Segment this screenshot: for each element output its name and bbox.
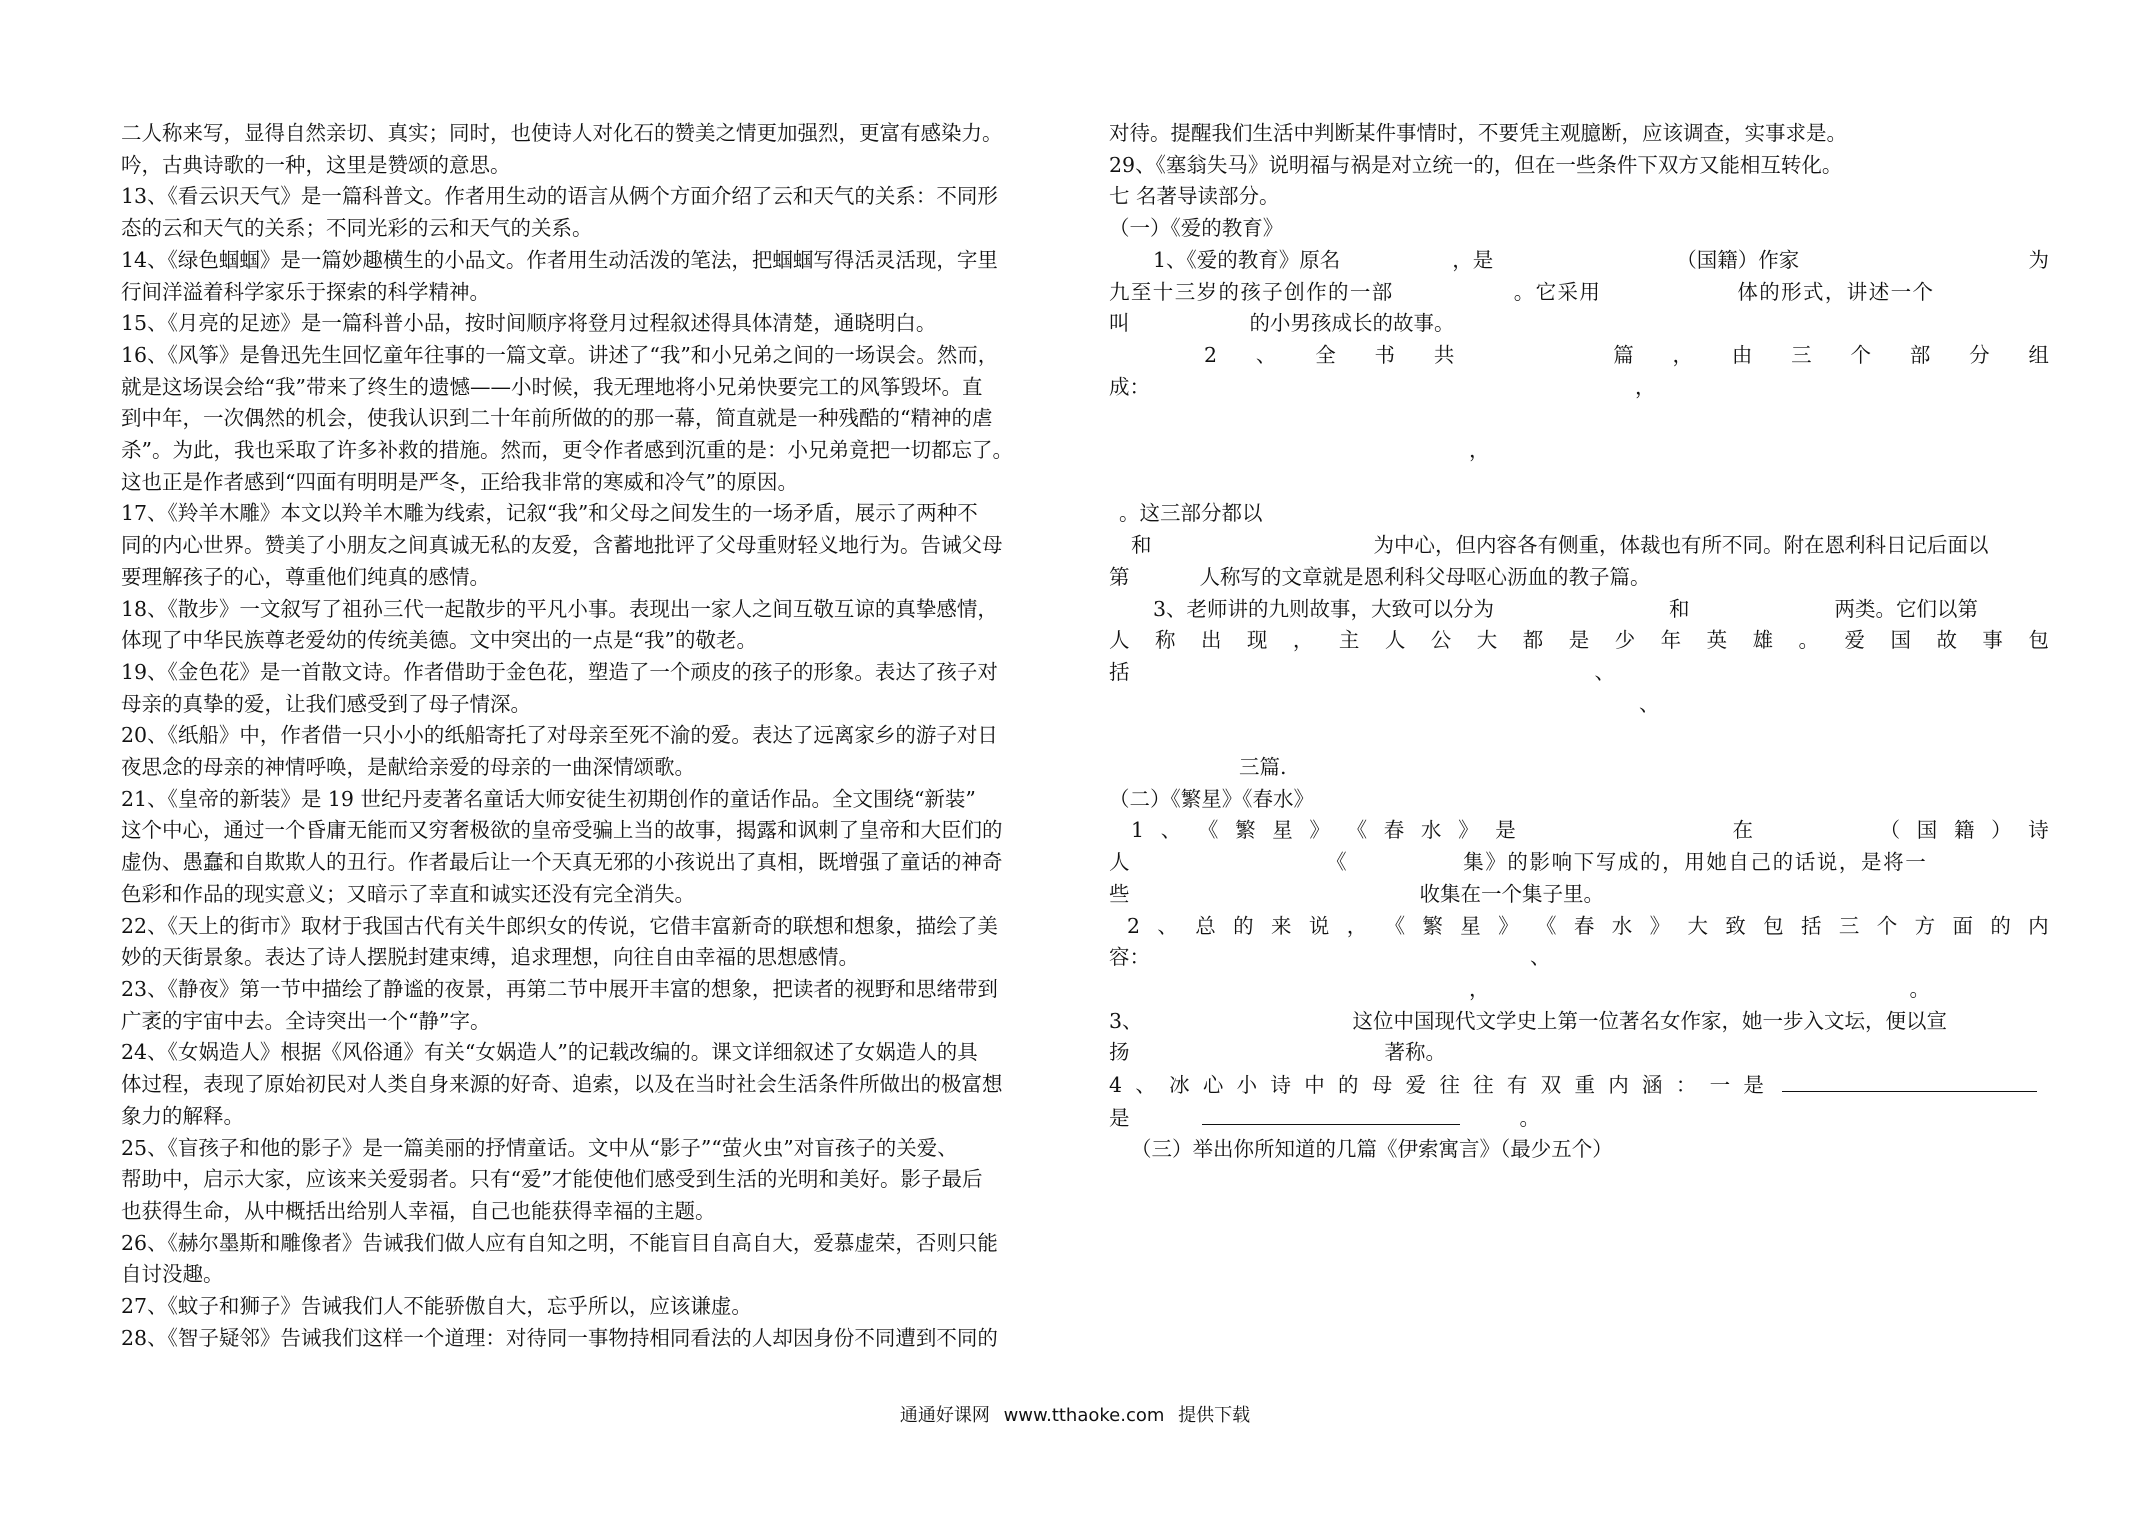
- question-char: 一: [1709, 1073, 1731, 1098]
- text-line: 26、《赫尔墨斯和雕像者》告诫我们做人应有自知之明，不能盲目自高自大，爱慕虚荣，否则只能: [121, 1230, 998, 1255]
- question-text: 《: [1326, 850, 1349, 875]
- text-line: 15、《月亮的足迹》是一篇科普小品，按时间顺序将登月过程叙述得具体清楚，通晓明白。: [121, 311, 937, 336]
- text-line: 体现了中华民族尊老爱幼的传统美德。文中突出的一点是“我”的敬老。: [121, 628, 757, 653]
- text-line: 虚伪、愚蠢和自欺欺人的丑行。作者最后让一个天真无邪的小孩说出了真相，既增强了童话的神奇: [121, 850, 1003, 875]
- text-line: 19、《金色花》是一首散文诗。作者借助于金色花，塑造了一个顽皮的孩子的形象。表达了孩子对: [121, 659, 998, 684]
- question-line: [1109, 530, 2049, 562]
- question-char: 三: [1838, 913, 1860, 938]
- question-char: 部: [1909, 342, 1931, 367]
- text-line: 18、《散步》一文叙写了祖孙三代一起散步的平凡小事。表现出一家人之间互敬互谅的真挚感情，: [121, 596, 998, 621]
- question-char: 有: [1506, 1073, 1528, 1098]
- question-text: 的小男孩成长的故事。: [1249, 311, 1455, 336]
- question-char: 心: [1202, 1073, 1224, 1098]
- question-text: 容：: [1109, 945, 1150, 970]
- text-line: 也获得生命，从中概括出给别人幸福，自己也能获得幸福的主题。: [121, 1198, 716, 1223]
- question-char: 的: [1233, 913, 1254, 938]
- question-line: [1109, 657, 2049, 689]
- question-char: 年: [1660, 628, 1682, 653]
- text-line: 14、《绿色蝈蝈》是一篇妙趣横生的小品文。作者用生动活泼的笔法，把蝈蝈写得活灵活现，字里: [121, 247, 998, 272]
- question-char: 大: [1687, 913, 1708, 938]
- question-line: [1109, 942, 2049, 974]
- text-line: 广袤的宇宙中去。全诗突出一个“静”字。: [121, 1008, 491, 1033]
- question-char: 中: [1304, 1073, 1325, 1098]
- question-char: 全: [1315, 342, 1336, 367]
- question-char: 春: [1383, 818, 1405, 843]
- question-line-justified: [1109, 340, 2049, 372]
- question-text: ，是: [1452, 247, 1494, 272]
- text-line: 象力的解释。: [121, 1103, 244, 1128]
- question-text: 为中心，但内容各有侧重，体裁也有所不同。附在恩利科日记后面以: [1373, 533, 1989, 558]
- text-line: 对待。提醒我们生活中判断某件事情时，不要凭主观臆断，应该调查，实事求是。: [1109, 121, 1847, 145]
- question-text: 人称写的文章就是恩利科父母呕心沥血的教子篇。: [1199, 564, 1651, 589]
- question-char: 母: [1371, 1073, 1393, 1098]
- question-text: 三篇.: [1239, 755, 1287, 780]
- question-char: ）: [1991, 818, 2012, 843]
- question-char: 总: [1195, 913, 1216, 938]
- question-text: 叫: [1109, 311, 1130, 336]
- question-char: 人: [1109, 628, 1130, 653]
- question-text: ，: [1469, 976, 1490, 1001]
- question-text: 和: [1131, 533, 1152, 558]
- question-char: 少: [1614, 628, 1636, 653]
- question-text: 是: [1109, 1105, 1130, 1130]
- question-char: 现: [1246, 628, 1268, 653]
- text-line: 22、《天上的街市》取材于我国古代有关牛郎织女的传说，它借丰富新奇的联想和想象，描绘了美: [121, 913, 998, 938]
- question-line: [1109, 1006, 2049, 1038]
- question-char: 》: [1309, 818, 1330, 843]
- question-char: 小: [1236, 1073, 1258, 1098]
- question-text: 扬: [1109, 1040, 1130, 1065]
- answer-underline[interactable]: [1202, 1102, 1460, 1125]
- question-text: 和: [1669, 596, 1690, 621]
- text-line: 吟，古典诗歌的一种，这里是赞颂的意思。: [121, 152, 511, 177]
- text-line: 就是这场误会给“我”带来了终生的遗憾——小时候，我无理地将小兄弟快要完工的风筝毁坏。直: [121, 374, 983, 399]
- text-line: 色彩和作品的现实意义；又暗示了幸直和诚实还没有完全消失。: [121, 881, 695, 906]
- text-line: 这个中心，通过一个昏庸无能而又穷奢极欲的皇帝受骗上当的故事，揭露和讽刺了皇帝和大臣们的: [121, 818, 1003, 843]
- question-char: 春: [1573, 913, 1595, 938]
- question-text: 些: [1109, 881, 1130, 906]
- text-line: 要理解孩子的心，尊重他们纯真的感情。: [121, 564, 490, 589]
- question-char: 是: [1743, 1073, 1764, 1098]
- question-char: 、: [1157, 913, 1178, 938]
- question-char: 包: [1763, 913, 1784, 938]
- text-line: 态的云和天气的关系；不同光彩的云和天气的关系。: [121, 216, 593, 241]
- question-char: 《: [1384, 913, 1406, 938]
- question-char: 冰: [1169, 1073, 1190, 1098]
- question-char: 4: [1109, 1073, 1123, 1098]
- question-char: ，: [1292, 628, 1314, 653]
- question-char: ，: [1672, 342, 1694, 367]
- question-line: [1109, 974, 2049, 1006]
- text-line: 28、《智子疑邻》告诫我们这样一个道理：对待同一事物持相同看法的人却因身份不同遭到不同的: [121, 1325, 998, 1350]
- text-line: 杀”。为此，我也采取了许多补救的措施。然而，更令作者感到沉重的是：小兄弟竟把一切都忘了。: [121, 438, 1013, 463]
- question-text: 。这三部分都以: [1119, 501, 1263, 526]
- question-char: 是: [1568, 628, 1590, 653]
- question-char: 主: [1338, 628, 1360, 653]
- question-line: [1109, 689, 2049, 721]
- text-line: 体过程，表现了原始初民对人类自身来源的好奇、追索，以及在当时社会生活条件所做出的极富想: [121, 1072, 1003, 1097]
- question-text: ，: [1469, 438, 1490, 463]
- question-text: 集》的影响下写成的，用她自己的话说，是将一: [1463, 850, 1928, 875]
- answer-space[interactable]: [1109, 720, 2049, 752]
- question-text: 。它采用: [1513, 279, 1602, 304]
- question-text: 、: [1594, 659, 1615, 684]
- question-char: 篇: [1613, 342, 1634, 367]
- question-char: 英: [1706, 628, 1728, 653]
- question-char: 星: [1460, 913, 1481, 938]
- right-column: [1109, 118, 2049, 1166]
- question-char: 分: [1969, 342, 1990, 367]
- question-char: 2: [1127, 913, 1141, 938]
- text-line: 二人称来写，显得自然亲切、真实；同时，也使诗人对化石的赞美之情更加强烈，更富有感染力。: [121, 121, 1003, 145]
- question-char: 都: [1522, 628, 1544, 653]
- question-char: 内: [2028, 913, 2049, 938]
- question-char: 共: [1433, 342, 1455, 367]
- question-char: 》: [1498, 913, 1519, 938]
- question-char: 《: [1197, 818, 1219, 843]
- text-line: 夜思念的母亲的神情呼唤，是献给亲爱的母亲的一曲深情颂歌。: [121, 755, 695, 780]
- question-char: （: [1879, 818, 1901, 843]
- question-char: 、: [1135, 1073, 1156, 1098]
- question-line: [1109, 752, 2049, 784]
- question-text: 1、《爱的教育》原名: [1153, 247, 1341, 272]
- question-text: ，: [1635, 374, 1656, 399]
- text-line: 20、《纸船》中，作者借一只小小的纸船寄托了对母亲至死不渝的爱。表达了远离家乡的游子对日: [121, 723, 998, 748]
- section-heading: 七 名著导读部分。: [1109, 184, 1280, 209]
- question-line: [1109, 435, 2049, 467]
- question-char: 水: [1611, 913, 1633, 938]
- question-line: [1109, 1037, 2049, 1069]
- question-char: 重: [1574, 1073, 1595, 1098]
- question-text: 第: [1109, 564, 1130, 589]
- left-column: [121, 118, 1066, 1354]
- question-char: 2: [1204, 342, 1218, 367]
- question-char: 、: [1160, 818, 1182, 843]
- answer-space[interactable]: [1109, 403, 2049, 435]
- question-char: 往: [1439, 1073, 1460, 1098]
- question-text: 、: [1639, 691, 1660, 716]
- question-char: 繁: [1235, 818, 1256, 843]
- subsection-heading: （二）《繁星》《春水》: [1109, 786, 1314, 811]
- question-char: 。: [1798, 628, 1820, 653]
- text-line: 这也正是作者感到“四面有明明是严冬，正给我非常的寒威和冷气”的原因。: [121, 469, 798, 494]
- question-char: 括: [1801, 913, 1822, 938]
- text-line: 同的内心世界。赞美了小朋友之间真诚无私的友爱，含蓄地批评了父母重财轻义地行为。告诫父母: [121, 533, 1003, 558]
- question-char: 由: [1731, 342, 1753, 367]
- text-line: 13、《看云识天气》是一篇科普文。作者用生动的语言从俩个方面介绍了云和天气的关系：不同形: [121, 184, 998, 209]
- answer-space[interactable]: [1109, 467, 2049, 499]
- question-text: （国籍）作家: [1676, 247, 1800, 272]
- text-line: 21、《皇帝的新装》是 19 世纪丹麦著名童话大师安徒生初期创作的童话作品。全文围绕“新装”: [121, 786, 976, 811]
- question-text: 两类。它们以第: [1834, 596, 1979, 621]
- question-char: 三: [1791, 342, 1812, 367]
- question-text: 括: [1109, 659, 1130, 684]
- text-line: 16、《风筝》是鲁迅先生回忆童年往事的一篇文章。讲述了“我”和小兄弟之间的一场误会。然而，: [121, 342, 999, 367]
- question-char: 籍: [1953, 818, 1975, 843]
- subsection-heading: （一）《爱的教育》: [1109, 216, 1284, 241]
- question-text: 3、老师讲的九则故事，大致可以分为: [1153, 596, 1495, 621]
- question-char: 雄: [1752, 628, 1774, 653]
- question-text: 3、: [1109, 1008, 1143, 1033]
- question-text: 成：: [1109, 374, 1150, 399]
- question-text: 为: [2028, 247, 2049, 272]
- question-line: [1109, 847, 2049, 879]
- question-char: 方: [1914, 913, 1936, 938]
- question-char: 书: [1374, 342, 1396, 367]
- question-line: [1109, 879, 2049, 911]
- answer-underline[interactable]: [1782, 1069, 2037, 1092]
- text-line: 母亲的真挚的爱，让我们感受到了母子情深。: [121, 691, 531, 716]
- question-text: 这位中国现代文学史上第一位著名女作家，她一步入文坛，便以宣: [1352, 1008, 1948, 1033]
- question-char: 、: [1255, 342, 1277, 367]
- question-text: 。: [1519, 1105, 1540, 1130]
- question-line: [1109, 1069, 2049, 1102]
- question-char: 称: [1154, 628, 1176, 653]
- question-char: 故: [1936, 628, 1957, 653]
- question-line: [1109, 372, 2049, 404]
- question-char: 爱: [1405, 1073, 1427, 1098]
- question-char: 说: [1308, 913, 1330, 938]
- question-char: 1: [1131, 818, 1145, 843]
- question-char: 国: [1890, 628, 1911, 653]
- question-char: 》: [1649, 913, 1671, 938]
- question-text: 。: [1909, 976, 1930, 1001]
- question-char: 来: [1270, 913, 1292, 938]
- text-line: 自讨没趣。: [121, 1262, 224, 1287]
- text-line: 29、《塞翁失马》说明福与祸是对立统一的，但在一些条件下双方又能相互转化。: [1109, 152, 1843, 177]
- question-char: 面: [1952, 913, 1973, 938]
- subsection-heading: （三）举出你所知道的几篇《伊索寓言》（最少五个）: [1131, 1137, 1613, 1162]
- question-char: 个: [1876, 913, 1898, 938]
- question-char: 的: [1338, 1073, 1359, 1098]
- question-char: 往: [1473, 1073, 1494, 1098]
- text-line: 到中年，一次偶然的机会，使我认识到二十年前所做的的那一幕，简直就是一种残酷的“精神的虐: [121, 406, 993, 431]
- question-line: [1109, 277, 2049, 309]
- question-line: [1109, 498, 2049, 530]
- question-char: 国: [1916, 818, 1938, 843]
- question-text: 、: [1530, 945, 1551, 970]
- question-char: 内: [1608, 1073, 1629, 1098]
- question-char: 组: [2028, 342, 2049, 367]
- question-line: [1109, 1102, 2049, 1135]
- question-text: 人: [1109, 850, 1132, 875]
- question-line: [1109, 594, 2049, 626]
- question-text: 著称。: [1384, 1040, 1446, 1065]
- footer-site-name: 通通好课网: [899, 1405, 990, 1426]
- question-text: 九至十三岁的孩子创作的一部: [1109, 279, 1394, 304]
- question-char: 繁: [1422, 913, 1443, 938]
- footer-suffix: 提供下载: [1178, 1405, 1251, 1426]
- page-footer: [0, 1401, 2150, 1427]
- question-chars: [1109, 1070, 1764, 1102]
- question-char: 在: [1732, 818, 1753, 843]
- question-char: 事: [1982, 628, 2003, 653]
- question-char: 诗: [1270, 1073, 1291, 1098]
- question-line-justified: [1109, 911, 2049, 943]
- question-char: 》: [1458, 818, 1479, 843]
- text-line: 24、《女娲造人》根据《风俗通》有关“女娲造人”的记载改编的。课文详细叙述了女娲造人的具: [121, 1040, 978, 1065]
- question-line: [1109, 308, 2049, 340]
- question-line-justified: [1109, 625, 2049, 657]
- text-line: 25、《盲孩子和他的影子》是一篇美丽的抒情童话。文中从“影子”“萤火虫”对盲孩子的关爱、: [121, 1135, 958, 1160]
- text-line: 23、《静夜》第一节中描绘了静谧的夜景，再第二节中展开丰富的想象，把读者的视野和思绪带到: [121, 976, 998, 1001]
- text-line: 帮助中，启示大家，应该来关爱弱者。只有“爱”才能使他们感受到生活的光明和美好。影子最后: [121, 1167, 983, 1192]
- question-char: 诗: [2028, 818, 2049, 843]
- question-char: 致: [1725, 913, 1746, 938]
- question-char: 公: [1430, 628, 1452, 653]
- question-char: 包: [2028, 628, 2049, 653]
- text-line: 行间洋溢着科学家乐于探索的科学精神。: [121, 279, 490, 304]
- question-char: 人: [1384, 628, 1406, 653]
- question-line: [1109, 562, 2049, 594]
- question-char: 星: [1272, 818, 1293, 843]
- question-line: [1109, 245, 2049, 277]
- question-char: 爱: [1844, 628, 1865, 653]
- text-line: 妙的天街景象。表达了诗人摆脱封建束缚，追求理想，向往自由幸福的思想感情。: [121, 945, 859, 970]
- question-char: 《: [1536, 913, 1557, 938]
- question-char: 出: [1200, 628, 1222, 653]
- question-char: ，: [1346, 913, 1368, 938]
- question-char: 《: [1346, 818, 1368, 843]
- question-line-justified: [1109, 815, 2049, 847]
- question-char: ：: [1675, 1073, 1697, 1098]
- question-char: 个: [1850, 342, 1871, 367]
- question-char: 大: [1476, 628, 1498, 653]
- text-line: 27、《蚊子和狮子》告诫我们人不能骄傲自大，忘乎所以，应该谦虚。: [121, 1294, 752, 1319]
- question-char: 双: [1540, 1073, 1562, 1098]
- question-text: 体的形式，讲述一个: [1737, 279, 1935, 304]
- question-text: 收集在一个集子里。: [1419, 881, 1604, 906]
- question-char: 水: [1420, 818, 1442, 843]
- footer-url[interactable]: www.tthaoke.com: [1003, 1405, 1165, 1426]
- question-char: 是: [1495, 818, 1516, 843]
- question-char: 涵: [1642, 1073, 1663, 1098]
- question-char: 的: [1990, 913, 2011, 938]
- text-line: 17、《羚羊木雕》本文以羚羊木雕为线索，记叙“我”和父母之间发生的一场矛盾，展示了两种不: [121, 501, 978, 526]
